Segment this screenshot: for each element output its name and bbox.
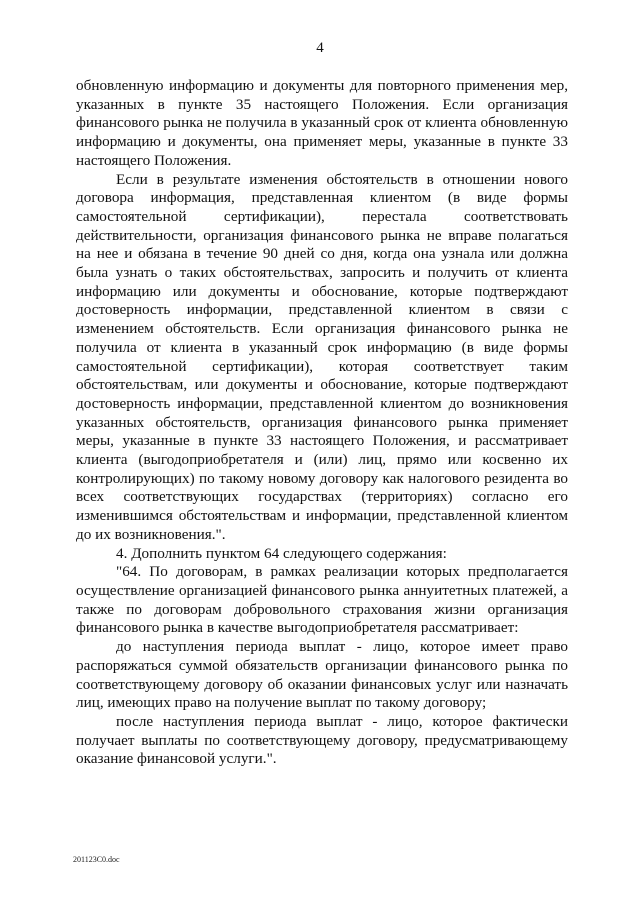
page-number: 4 (316, 40, 324, 56)
paragraph-amendment-4: 4. Дополнить пунктом 64 следующего содержания: (116, 544, 447, 562)
paragraph-clause-64: "64. По договорам, в рамках реализации которых предполагается осуществление организацией финансового рынка аннуитетных платежей, а также по договорам добровольного страхования жизни организация финансового рынка в качестве выгодоприобретателя рассматривает: (76, 563, 568, 637)
file-name-footer: 201123С0.doc (73, 855, 120, 864)
paragraph-changed-circumstances: Если в результате изменения обстоятельств в отношении нового договора информация, представленная клиентом (в виде формы самостоятельной сертификации), перестала соответствовать действительности, организация финансового рынка не вправе полагаться на нее и обязана в течение 90 дней со дня, когда она узнала или должна была узнать о таких обстоятельствах, запросить и получить от клиента информацию или документы и обоснование, которые подтверждают достоверность информации, представленной клиентом в связи с изменением обстоятельств. Если организация финансового рынка не получила от клиента в указанный срок информацию (в виде формы самостоятельной сертификации), которая соответствует таким обстоятельствам, или документы и обоснование, которые подтверждают достоверность информации, представленной клиентом до возникновения указанных обстоятельств, организация финансового рынка применяет меры, указанные в пункте 33 настоящего Положения, и рассматривает клиента (выгодоприобретателя и (или) лиц, прямо или косвенно их контролирующих) по такому новому договору как налогового резидента во всех соответствующих государствах (территориях) согласно его изменившимся обстоятельствам и информации, представленной клиентом до их возникновения.". (76, 170, 568, 543)
paragraph-continuation: обновленную информацию и документы для повторного применения мер, указанных в пункте 35 настоящего Положения. Если организация финансового рынка не получила в указанный срок от клиента обновленную информацию и документы, она применяет меры, указанные в пункте 33 настоящего Положения. (76, 77, 568, 169)
document-body (76, 77, 568, 769)
paragraph-before-payout: до наступления периода выплат - лицо, которое имеет право распоряжаться суммой обязательств организации финансового рынка по соответствующему договору об оказании финансовых услуг или назначать лиц, имеющих право на получение выплат по такому договору; (76, 638, 568, 712)
paragraph-after-payout: после наступления периода выплат - лицо, которое фактически получает выплаты по соответствующему договору, предусматривающему оказание финансовой услуги.". (76, 712, 568, 768)
